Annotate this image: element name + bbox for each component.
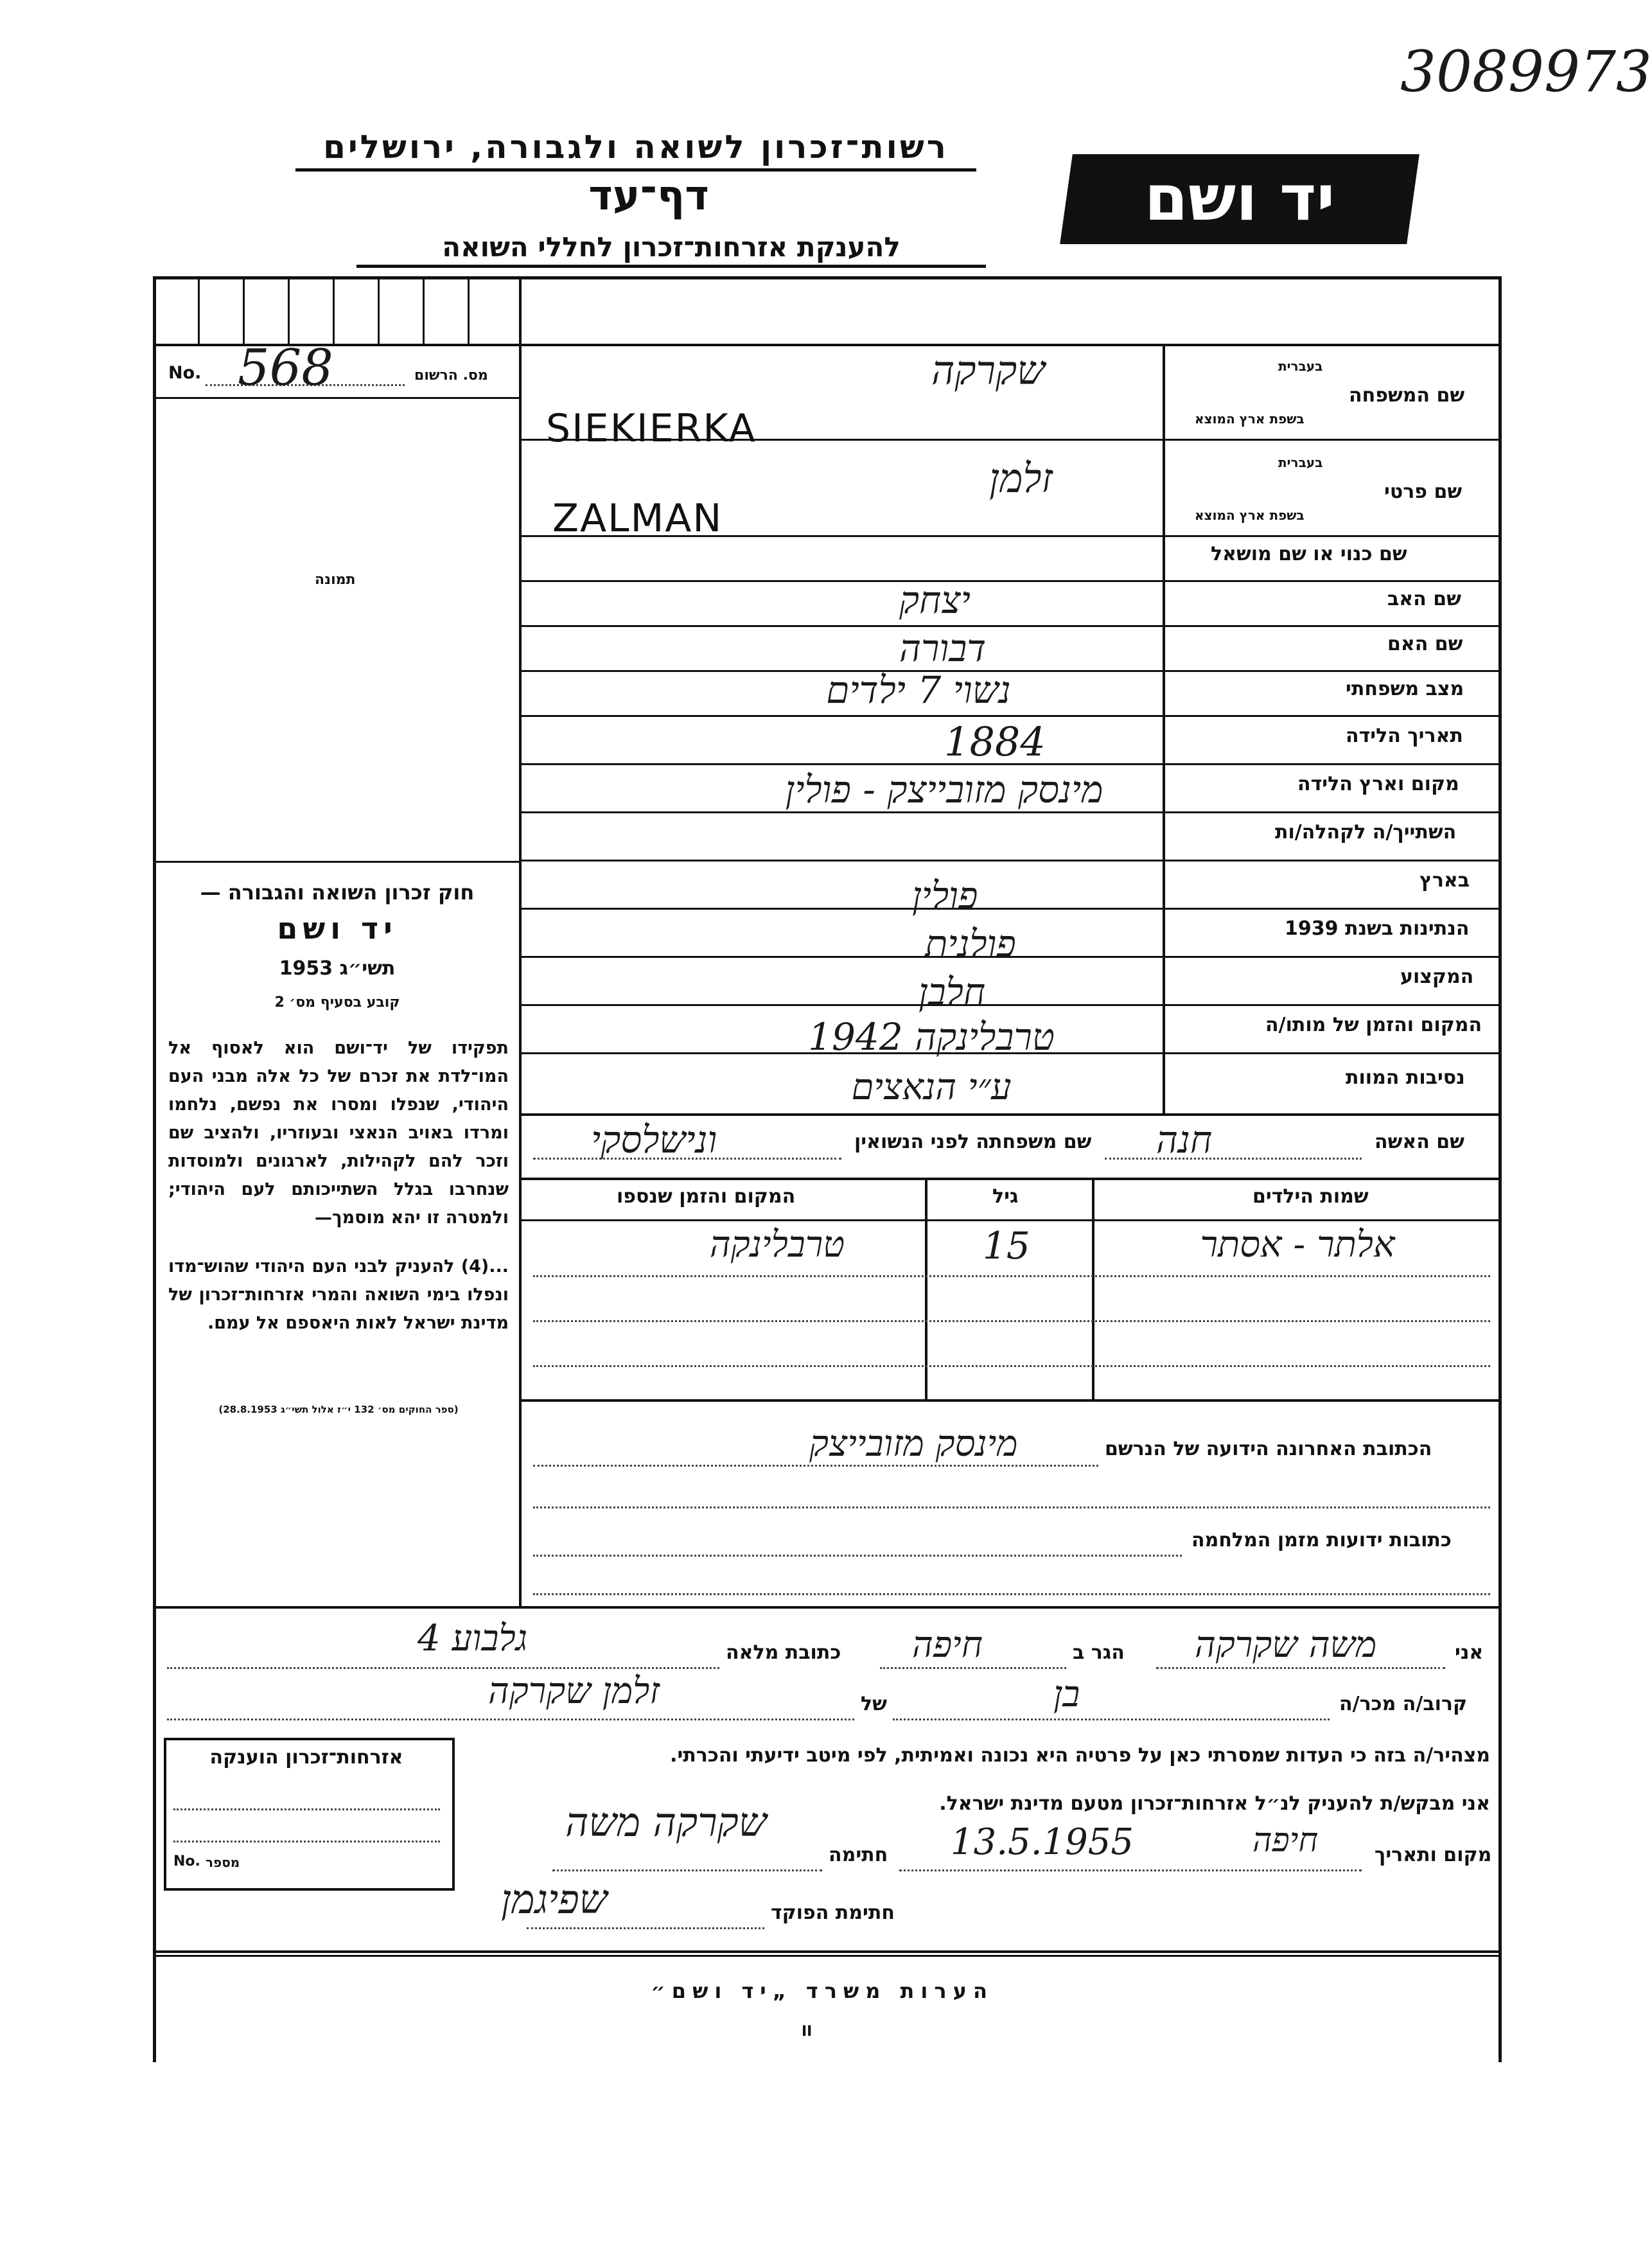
date-value: 13.5.1955 <box>951 1821 1134 1863</box>
logo-text: יד ושם <box>1144 162 1335 235</box>
place-value: חיפה <box>1252 1821 1319 1860</box>
frame-right <box>1498 276 1502 2062</box>
full-address-label: כתובת מלאה <box>726 1641 841 1664</box>
frame-top <box>153 276 1502 279</box>
last-address-value: מינסק מזובייצק <box>809 1423 1018 1465</box>
death-label: המקום והזמן של מותו/ה <box>1265 1014 1482 1036</box>
birth-date-label: תאריך הלידה <box>1346 725 1463 747</box>
maiden-value: ונישלסקי <box>591 1118 717 1162</box>
page-mark: II <box>802 2024 813 2040</box>
profession-value: חלבן <box>918 970 986 1014</box>
family-name-hebrew: שקרקה <box>931 347 1046 394</box>
law-title: חוק זכרון השואה והגבורה — <box>200 880 475 905</box>
law-reference: (ספר החוקים מס׳ 132 י״ז אלול תשי״ג 28.8.1953) <box>218 1404 459 1415</box>
place-date-label: מקום ותאריך <box>1375 1844 1492 1866</box>
frame-left <box>153 276 156 2062</box>
marital-label: מצב משפחתי <box>1346 678 1464 700</box>
of-label: של <box>861 1693 887 1715</box>
page-title: דף־עד <box>588 172 709 220</box>
death-circ-value: ע״י הנאצים <box>851 1066 1012 1108</box>
frame-bottom <box>153 1950 1502 1953</box>
children-name-header: שמות הילדים <box>1252 1185 1369 1208</box>
first-name-label: שם פרטי <box>1384 481 1463 503</box>
wife-value: חנה <box>1156 1118 1213 1162</box>
resides-label: הגר ב <box>1073 1641 1125 1664</box>
law-body-2: ...(4) להעניק לבני העם היהודי שהוש־מדו ונפלו בימי השואה והמרי אזרחות־זכרון של מדינת ישראל לאות היאספם אל עמם. <box>168 1257 509 1333</box>
child-place: טרבלינקה <box>709 1224 845 1266</box>
left-column-divider <box>519 276 522 1606</box>
declarant-i-label: אני <box>1455 1641 1484 1664</box>
citizenship-title: אזרחות־זכרון הוענקה <box>209 1746 403 1769</box>
registration-number: 568 <box>238 339 333 397</box>
law-body: תפקידו של יד־ושם הוא לאסוף אל המו־לדת את זכרם של כל אלה מבני העם היהודי, שנפלו ומסרו את נפשם, נלחמו ומרדו באויב הנאצי ובעוזריו, ולהציב שם וזכר להם לקהילות, לארגונים ולמוסדות שנחרבו בגלל השתייכותם לעם היהודי; ולמטרה זו יהא מוסמך— <box>168 1038 509 1228</box>
citizenship-label: הנתינות בשנת 1939 <box>1285 917 1470 940</box>
declaration-request: אני מבקש/ת להעניק לנ״ל אזרחות־זכרון מטעם מדינת ישראל. <box>939 1792 1490 1815</box>
birth-place-value: מינסק מזובייצק - פולין <box>785 768 1103 811</box>
wife-label: שם האשה <box>1375 1131 1464 1153</box>
page-subtitle: להענקת אזרחות־זכרון לחללי השואה <box>442 231 901 263</box>
authority-underline <box>295 168 976 172</box>
birth-place-label: מקום וארץ הלידה <box>1297 773 1459 795</box>
death-circ-label: נסיבות המוות <box>1346 1066 1465 1089</box>
declarant-name: משה שקרקה <box>1195 1624 1377 1666</box>
declaration-statement: מצהיר/ה בזה כי העדות שמסרתי כאן על פרטיה היא נכונה ואמיתית, לפי מיטב ידיעתי והכרתי. <box>670 1744 1490 1767</box>
archive-number: 3089973 <box>1400 39 1652 105</box>
children-age-header: גיל <box>992 1185 1019 1208</box>
authority-line: רשות־זכרון לשואה ולגבורה, ירושלים <box>323 128 949 166</box>
citizenship-value: פולנית <box>925 922 1016 966</box>
photo-label: תמונה <box>315 572 356 588</box>
child-age: 15 <box>983 1224 1030 1268</box>
country-label: בארץ <box>1419 869 1470 892</box>
family-name-origin: SIEKIERKA <box>546 406 757 451</box>
first-hebrew-label: בעברית <box>1278 455 1323 470</box>
law-year: תשי״ג 1953 <box>279 957 396 980</box>
maiden-label: שם משפחתה לפני הנשואין <box>854 1131 1092 1153</box>
reg-label: מס. הרשום <box>414 367 488 384</box>
signature-label: חתימה <box>829 1844 888 1866</box>
declarant-city: חיפה <box>912 1624 983 1666</box>
last-address-label: הכתובת האחרונה הידועה של הנרשם <box>1105 1438 1432 1460</box>
community-label: השתייך/ה לקהלה/ות <box>1275 821 1457 844</box>
officer-signature: שפיגמן <box>501 1876 608 1923</box>
first-name-origin: ZALMAN <box>552 496 723 541</box>
office-notes-label: הערות משרד „יד ושם״ <box>651 1979 994 2003</box>
reg-no-label: No. <box>168 363 202 383</box>
relative-label: קרוב/ה מכר/ה <box>1339 1693 1468 1715</box>
signature-value: שקרקה משה <box>565 1799 767 1846</box>
war-addresses-label: כתובות ידועות מזמן המלחמה <box>1191 1529 1452 1551</box>
of-name-value: זלמן שקרקה <box>488 1670 660 1712</box>
law-clause: קובע בסעיף מס׳ 2 <box>274 994 400 1011</box>
marital-value: נשוי 7 ילדים <box>826 668 1011 712</box>
citizenship-no-label: No. <box>173 1853 200 1869</box>
relation-value: בן <box>1053 1674 1080 1715</box>
mother-value: דבורה <box>899 626 987 670</box>
father-value: יצחק <box>899 578 971 622</box>
label-column-divider <box>1163 344 1165 1115</box>
profession-label: המקצוע <box>1400 966 1474 988</box>
country-value: פולין <box>912 874 978 917</box>
death-value: טרבלינקה 1942 <box>808 1015 1055 1059</box>
full-address-value: גלבוע 4 <box>417 1618 528 1659</box>
subtitle-underline <box>356 265 986 268</box>
header-band-line <box>153 344 1502 346</box>
mother-label: שם האם <box>1387 633 1463 655</box>
birth-date-value: 1884 <box>944 718 1046 765</box>
family-hebrew-label: בעברית <box>1278 358 1323 374</box>
children-place-header: המקום והזמן שנספו <box>617 1185 796 1208</box>
child-name: אלתר - אסתר <box>1200 1224 1395 1266</box>
officer-label: חתימת הפוקד <box>771 1902 895 1924</box>
first-origin-label: בשפת ארץ המוצא <box>1195 508 1305 523</box>
first-name-hebrew: זלמן <box>989 455 1053 502</box>
family-origin-label: בשפת ארץ המוצא <box>1195 411 1305 427</box>
nickname-label: שם כנוי או שם מושאל <box>1211 543 1407 565</box>
father-label: שם האב <box>1387 588 1461 610</box>
family-name-label: שם המשפחה <box>1349 384 1465 407</box>
citizenship-number-label: מספר <box>206 1855 240 1870</box>
law-name: יד ושם <box>277 911 398 946</box>
